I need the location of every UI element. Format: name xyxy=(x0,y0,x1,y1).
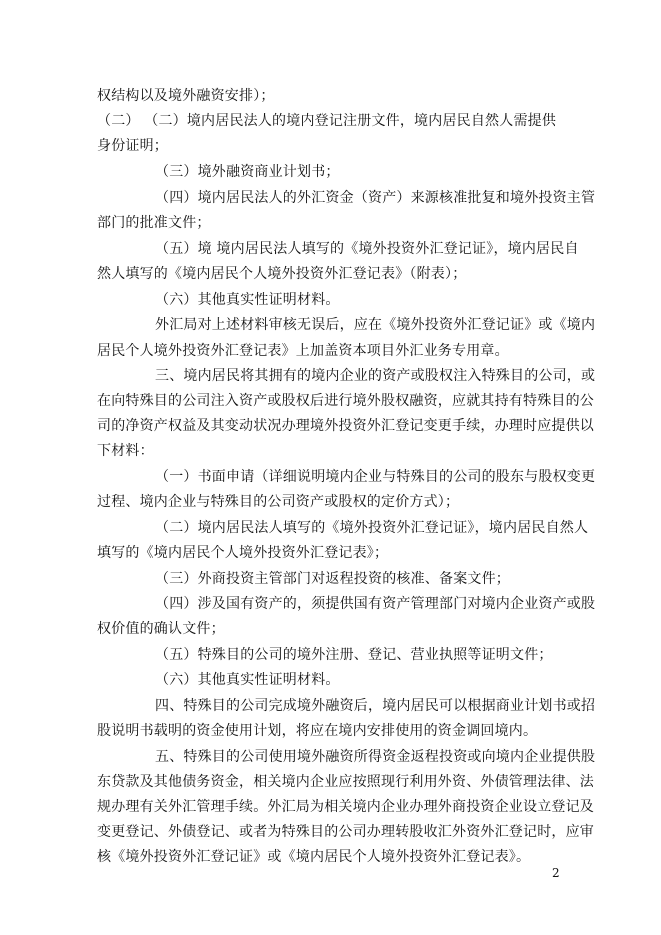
text-line: 三、境内居民将其拥有的境内企业的资产或股权注入特殊目的公司，或 xyxy=(155,368,596,384)
text-line: 部门的批准文件； xyxy=(97,215,211,231)
text-line: 变更登记、外债登记、或者为特殊目的公司办理转股收汇外资外汇登记时，应审 xyxy=(97,824,594,840)
text-line: （三）外商投资主管部门对返程投资的核准、备案文件； xyxy=(155,571,510,587)
text-line: （六）其他真实性证明材料。 xyxy=(155,292,340,308)
text-line: 权结构以及境外融资安排）； xyxy=(97,88,275,104)
text-line: 五、特殊目的公司使用境外融资所得资金返程投资或向境内企业提供股 xyxy=(155,749,596,765)
text-line: 四、特殊目的公司完成境外融资后，境内居民可以根据商业计划书或招 xyxy=(155,698,596,714)
text-line: （四）境内居民法人的外汇资金（资产）来源核准批复和境外投资主管 xyxy=(155,190,596,206)
text-line: 然人填写的《境内居民个人境外投资外汇登记表》（附表）； xyxy=(97,266,467,282)
text-line: 外汇局对上述材料审核无误后，应在《境外投资外汇登记证》或《境内 xyxy=(155,317,596,333)
text-line: 权价值的确认文件； xyxy=(97,621,225,637)
text-line: （一）书面申请（详细说明境内企业与特殊目的公司的股东与股权变更 xyxy=(155,469,596,485)
text-line: 司的净资产权益及其变动状况办理境外投资外汇登记变更手续，办理时应提供以 xyxy=(97,418,594,434)
text-line: （五）特殊目的公司的境外注册、登记、营业执照等证明文件； xyxy=(155,647,553,663)
page-number: 2 xyxy=(552,866,560,880)
text-line: （五）境 境内居民法人填写的《境外投资外汇登记证》，境内居民自 xyxy=(155,241,579,257)
text-line: 在向特殊目的公司注入资产或股权后进行境外股权融资，应就其持有特殊目的公 xyxy=(97,393,594,409)
text-line: 东贷款及其他债务资金，相关境内企业应按照现行利用外资、外债管理法律、法 xyxy=(97,774,594,790)
text-line: 下材料： xyxy=(97,443,154,459)
text-line: 股说明书载明的资金使用计划，将应在境内安排使用的资金调回境内。 xyxy=(97,723,538,739)
text-line: （四）涉及国有资产的，须提供国有资产管理部门对境内企业资产或股 xyxy=(155,596,596,612)
text-line: （三）境外融资商业计划书； xyxy=(155,164,340,180)
text-line: 过程、境内企业与特殊目的公司资产或股权的定价方式）； xyxy=(97,494,460,510)
text-line: 规办理有关外汇管理手续。外汇局为相关境内企业办理外商投资企业设立登记及 xyxy=(97,799,594,815)
text-line: 核《境外投资外汇登记证》或《境内居民个人境外投资外汇登记表》。 xyxy=(97,849,531,865)
text-line: 填写的《境内居民个人境外投资外汇登记表》； xyxy=(97,545,389,561)
text-line: （二）境内居民法人填写的《境外投资外汇登记证》，境内居民自然人 xyxy=(155,520,589,536)
text-line: （二） （二）境内居民法人的境内登记注册文件，境内居民自然人需提供 xyxy=(97,113,557,129)
text-line: 身份证明； xyxy=(97,138,168,154)
text-line: （六）其他真实性证明材料。 xyxy=(155,672,340,688)
text-line: 居民个人境外投资外汇登记表》上加盖资本项目外汇业务专用章。 xyxy=(97,343,509,359)
